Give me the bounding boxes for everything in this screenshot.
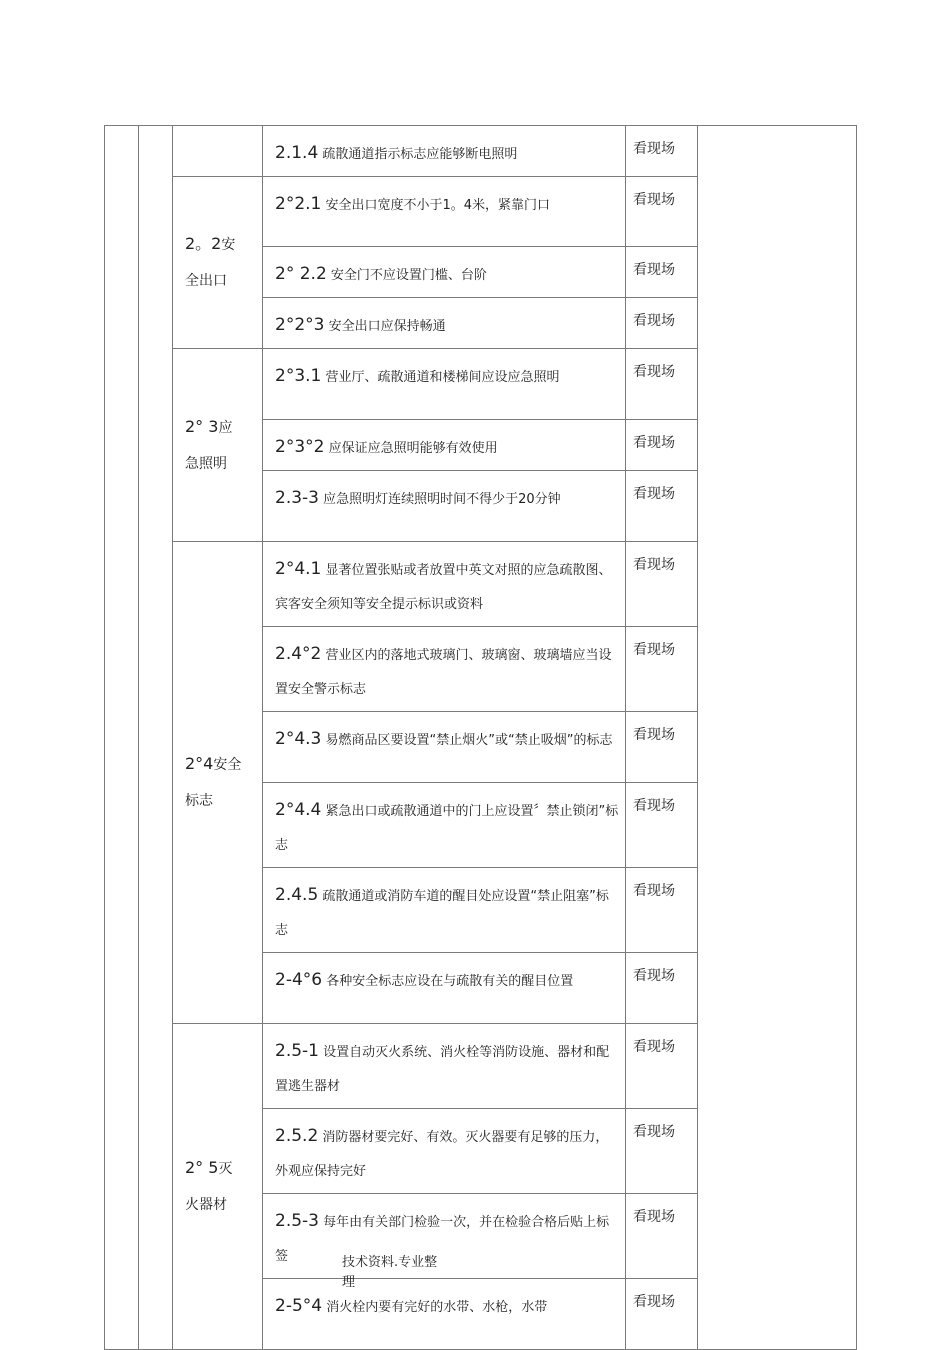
footer-line-1: 技术资料.专业整 — [342, 1255, 438, 1270]
item-text: 安全出口应保持畅通 — [328, 319, 446, 334]
item-description — [275, 1289, 619, 1325]
blank-column-a — [105, 126, 139, 1350]
item-cell — [263, 349, 626, 420]
check-method: 看现场 — [626, 1194, 698, 1279]
item-text: 各种安全标志应设在与疏散有关的醒目位置 — [326, 974, 574, 989]
item-number: 2°4.4 — [275, 800, 322, 820]
item-cell — [263, 542, 626, 627]
item-cell — [263, 627, 626, 712]
section-number: 2° 5 — [185, 1158, 219, 1177]
item-number: 2-5°4 — [275, 1296, 323, 1316]
item-text: 营业区内的落地式玻璃门、玻璃窗、玻璃墙应当设置安全警示标志 — [275, 648, 612, 697]
item-number: 2° 2.2 — [275, 264, 327, 284]
item-text: 消火栓内要有完好的水带、水枪，水带 — [326, 1300, 548, 1315]
section-number: 2。2 — [185, 234, 222, 253]
item-text: 易燃商品区要设置“禁止烟火”或“禁止吸烟”的标志 — [325, 733, 613, 748]
item-text: 应急照明灯连续照明时间不得少于20分钟 — [323, 492, 561, 507]
check-method: 看现场 — [626, 349, 698, 420]
section-title: 安全标志 — [185, 757, 242, 809]
item-text: 紧急出口或疏散通道中的门上应设置〞禁止锁闭”标志 — [275, 804, 619, 853]
table-row — [105, 126, 857, 177]
item-number: 2.1.4 — [275, 143, 319, 163]
check-method: 看现场 — [626, 953, 698, 1024]
item-cell — [263, 298, 626, 349]
item-number: 2.3-3 — [275, 488, 319, 508]
check-method: 看现场 — [626, 627, 698, 712]
item-description — [275, 136, 619, 172]
item-cell — [263, 1024, 626, 1109]
section-title: 应急照明 — [185, 419, 233, 472]
item-number: 2.5-3 — [275, 1211, 319, 1231]
check-method: 看现场 — [626, 868, 698, 953]
section-label — [185, 409, 262, 482]
section-cell — [173, 349, 263, 542]
item-number: 2.4°2 — [275, 644, 322, 664]
item-description — [275, 722, 619, 758]
check-method: 看现场 — [626, 783, 698, 868]
section-cell — [173, 542, 263, 1024]
item-text: 消防器材要完好、有效。灭火器要有足够的压力，外观应保持完好 — [275, 1130, 609, 1179]
section-number: 2°4 — [185, 754, 214, 773]
check-method: 看现场 — [626, 298, 698, 349]
item-text: 每年由有关部门检验一次，并在检验合格后贴上标签 — [275, 1215, 610, 1264]
item-cell — [263, 471, 626, 542]
section-title: 灭火器材 — [185, 1161, 233, 1213]
check-method: 看现场 — [626, 420, 698, 471]
item-number: 2°3°2 — [275, 437, 325, 457]
item-description — [275, 637, 619, 707]
item-text: 营业厅、疏散通道和楼梯间应设应急照明 — [325, 370, 560, 385]
item-text: 设置自动灭火系统、消火栓等消防设施、器材和配置逃生器材 — [275, 1045, 610, 1094]
item-number: 2.5-1 — [275, 1041, 319, 1061]
item-number: 2.5.2 — [275, 1126, 319, 1146]
item-number: 2°2.1 — [275, 194, 322, 214]
check-method: 看现场 — [626, 177, 698, 247]
item-cell — [263, 247, 626, 298]
item-text: 显著位置张贴或者放置中英文对照的应急疏散图、宾客安全须知等安全提示标识或资料 — [275, 563, 612, 612]
item-text: 安全出口宽度不小于1。4米，紧靠门口 — [325, 198, 551, 213]
check-method: 看现场 — [626, 247, 698, 298]
item-text: 疏散通道指示标志应能够断电照明 — [322, 147, 518, 162]
item-cell — [263, 953, 626, 1024]
item-number: 2°2°3 — [275, 315, 325, 335]
item-description — [275, 1119, 619, 1189]
item-cell — [263, 783, 626, 868]
inspection-table — [104, 125, 857, 1350]
item-description — [275, 878, 619, 948]
section-label — [185, 226, 262, 299]
section-label — [185, 1150, 262, 1223]
item-number: 2-4°6 — [275, 970, 323, 990]
item-description — [275, 308, 619, 344]
section-title: 安全出口 — [185, 237, 236, 289]
check-method: 看现场 — [626, 1109, 698, 1194]
item-cell — [263, 712, 626, 783]
remarks-column — [698, 126, 857, 1350]
item-number: 2°4.3 — [275, 729, 322, 749]
blank-column-b — [139, 126, 173, 1350]
item-description — [275, 1034, 619, 1104]
item-description — [275, 793, 619, 863]
item-number: 2.4.5 — [275, 885, 319, 905]
item-text: 安全门不应设置门槛、台阶 — [330, 268, 487, 283]
check-method: 看现场 — [626, 1279, 698, 1350]
item-description — [275, 359, 619, 395]
item-description — [275, 552, 619, 622]
section-cell — [173, 126, 263, 177]
item-text: 疏散通道或消防车道的醒目处应设置“禁止阻塞”标志 — [275, 889, 609, 938]
check-method: 看现场 — [626, 712, 698, 783]
check-method: 看现场 — [626, 471, 698, 542]
item-text: 应保证应急照明能够有效使用 — [328, 441, 498, 456]
item-description — [275, 481, 619, 517]
item-description — [275, 257, 619, 293]
check-method: 看现场 — [626, 1024, 698, 1109]
check-method: 看现场 — [626, 542, 698, 627]
item-cell — [263, 126, 626, 177]
item-description — [275, 187, 619, 223]
item-description — [275, 963, 619, 999]
section-cell — [173, 177, 263, 349]
item-cell — [263, 868, 626, 953]
item-number: 2°3.1 — [275, 366, 322, 386]
item-number: 2°4.1 — [275, 559, 322, 579]
check-method: 看现场 — [626, 126, 698, 177]
item-description — [275, 430, 619, 466]
section-label — [185, 746, 262, 819]
footer-line-2: 理 — [342, 1275, 356, 1290]
footer-note — [342, 1253, 452, 1293]
item-cell — [263, 177, 626, 247]
item-cell — [263, 1109, 626, 1194]
section-cell — [173, 1024, 263, 1350]
section-number: 2° 3 — [185, 416, 219, 436]
item-cell — [263, 420, 626, 471]
